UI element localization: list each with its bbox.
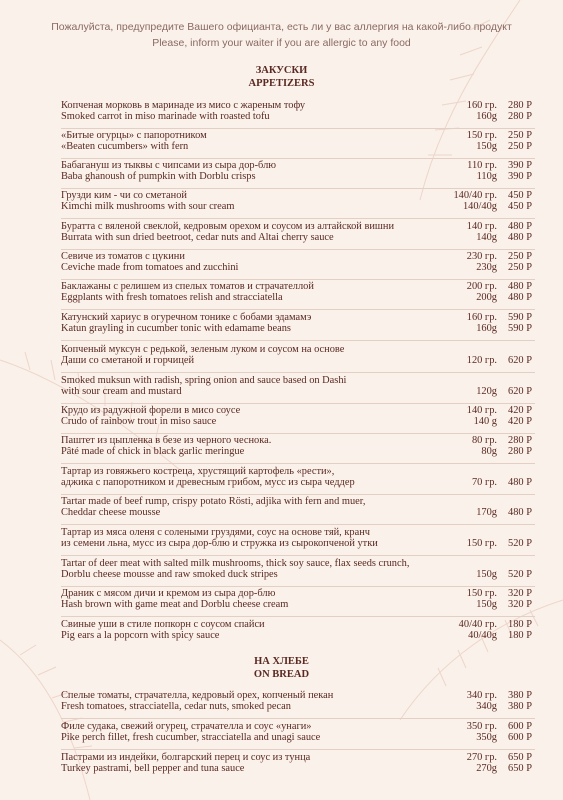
dish-price: 590 Р <box>508 312 532 323</box>
allergy-notice-ru: Пожалуйста, предупредите Вашего официанта, есть ли у вас аллергия на какой-либо продукт <box>51 21 512 33</box>
portion-weight: 160g <box>476 111 497 122</box>
dish-price: 480 Р <box>508 221 532 232</box>
dish-name: Пастрами из индейки, болгарский перец и соус из тунца <box>61 752 311 763</box>
dish-name: Smoked muksun with radish, spring onion and sauce based on Dashi <box>61 375 347 386</box>
portion-weight: 140 гр. <box>466 221 497 232</box>
dish-price: 280 Р <box>508 100 532 111</box>
menu-item-line <box>61 141 535 152</box>
item-divider <box>61 218 535 219</box>
portion-weight: 120 гр. <box>466 355 497 366</box>
menu-item-line <box>61 232 535 243</box>
menu-item-line <box>61 435 535 446</box>
dish-name: Burrata with sun dried beetroot, cedar nuts and Altai cherry sauce <box>61 232 334 243</box>
menu-item-line <box>61 763 535 774</box>
item-divider <box>61 616 535 617</box>
item-divider <box>61 279 535 280</box>
dish-name: Pâté made of chick in black garlic meringue <box>61 446 245 457</box>
dish-name: Катунский хариус в огуречном тонике с бобами эдамамэ <box>61 312 312 323</box>
portion-weight: 270g <box>476 763 497 774</box>
portion-weight: 170g <box>476 507 497 518</box>
dish-price: 250 Р <box>508 130 532 141</box>
dish-name: Баклажаны с релишем из спелых томатов и страчателлой <box>61 281 314 292</box>
menu-item <box>61 344 535 366</box>
portion-weight: 80g <box>481 446 497 457</box>
dish-name: Kimchi milk mushrooms with sour cream <box>61 201 235 212</box>
item-divider <box>61 524 535 525</box>
menu-item <box>61 375 535 397</box>
dish-name: «Beaten cucumbers» with fern <box>61 141 189 152</box>
menu-item-line <box>61 221 535 232</box>
dish-name: Eggplants with fresh tomatoes relish and stracciatella <box>61 292 283 303</box>
item-divider <box>61 433 535 434</box>
dish-price: 620 Р <box>508 386 532 397</box>
allergy-notice-en: Please, inform your waiter if you are allergic to any food <box>152 37 411 49</box>
dish-price: 480 Р <box>508 281 532 292</box>
item-divider <box>61 494 535 495</box>
dish-name: Драник с мясом дичи и кремом из сыра дор-блю <box>61 588 276 599</box>
portion-weight: 110 гр. <box>467 160 497 171</box>
dish-price: 420 Р <box>508 416 532 427</box>
dish-price: 180 Р <box>508 619 532 630</box>
dish-name: Tartar made of beef rump, crispy potato Rösti, adjika with fern and muer, <box>61 496 366 507</box>
menu-item-line <box>61 752 535 763</box>
dish-name: Cheddar cheese mousse <box>61 507 161 518</box>
menu-item-line <box>61 569 535 580</box>
item-divider <box>61 340 535 341</box>
section-title <box>0 655 563 681</box>
dish-price: 320 Р <box>508 588 532 599</box>
portion-weight: 200g <box>476 292 497 303</box>
dish-price: 650 Р <box>508 763 532 774</box>
item-divider <box>61 372 535 373</box>
menu-item <box>61 190 535 212</box>
dish-price: 380 Р <box>508 690 532 701</box>
dish-name: Даши со сметаной и горчицей <box>61 355 195 366</box>
menu-item-line <box>61 100 535 111</box>
dish-name: Спелые томаты, страчателла, кедровый орех, копченый пекан <box>61 690 334 701</box>
item-divider <box>61 555 535 556</box>
menu-item-line <box>61 312 535 323</box>
dish-price: 480 Р <box>508 292 532 303</box>
menu-item <box>61 405 535 427</box>
menu-item <box>61 312 535 334</box>
portion-weight: 150g <box>476 569 497 580</box>
dish-name: Паштет из цыпленка в безе из черного чеснока. <box>61 435 272 446</box>
portion-weight: 150 гр. <box>466 538 497 549</box>
dish-price: 250 Р <box>508 141 532 152</box>
menu-item-line <box>61 281 535 292</box>
menu-item-line <box>61 538 535 549</box>
dish-name: Тартар из говяжьего костреца, хрустящий картофель «рести», <box>61 466 335 477</box>
menu-item-line <box>61 344 535 355</box>
dish-price: 250 Р <box>508 251 532 262</box>
menu-item <box>61 588 535 610</box>
item-divider <box>61 749 535 750</box>
portion-weight: 270 гр. <box>466 752 497 763</box>
portion-weight: 140/40g <box>462 201 497 212</box>
dish-price: 320 Р <box>508 599 532 610</box>
dish-price: 590 Р <box>508 323 532 334</box>
dish-name: Katun grayling in cucumber tonic with edamame beans <box>61 323 291 334</box>
portion-weight: 70 гр. <box>471 477 497 488</box>
menu-item-line <box>61 527 535 538</box>
menu-item <box>61 130 535 152</box>
dish-name: Свиные уши в стиле попкорн с соусом спайси <box>61 619 265 630</box>
dish-name: with sour cream and mustard <box>61 386 182 397</box>
menu-item-line <box>61 701 535 712</box>
dish-name: «Битые огурцы» с папоротником <box>61 130 207 141</box>
item-divider <box>61 128 535 129</box>
portion-weight: 40/40 гр. <box>458 619 497 630</box>
portion-weight: 340 гр. <box>466 690 497 701</box>
dish-price: 480 Р <box>508 507 532 518</box>
dish-price: 620 Р <box>508 355 532 366</box>
dish-price: 280 Р <box>508 435 532 446</box>
portion-weight: 230 гр. <box>466 251 497 262</box>
menu-item <box>61 496 535 518</box>
menu-item <box>61 435 535 457</box>
menu-item-line <box>61 262 535 273</box>
portion-weight: 160 гр. <box>466 312 497 323</box>
portion-weight: 120g <box>476 386 497 397</box>
menu-item <box>61 752 535 774</box>
dish-price: 390 Р <box>508 160 532 171</box>
item-divider <box>61 309 535 310</box>
dish-name: Fresh tomatoes, stracciatella, cedar nuts, smoked pecan <box>61 701 291 712</box>
dish-price: 380 Р <box>508 701 532 712</box>
menu-item-line <box>61 386 535 397</box>
menu-item-line <box>61 466 535 477</box>
dish-name: Pig ears a la popcorn with spicy sauce <box>61 630 220 641</box>
allergy-notice <box>0 19 563 51</box>
portion-weight: 110g <box>476 171 497 182</box>
menu-item-line <box>61 507 535 518</box>
portion-weight: 140g <box>476 232 497 243</box>
portion-weight: 40/40g <box>468 630 497 641</box>
menu-item-line <box>61 292 535 303</box>
dish-price: 280 Р <box>508 446 532 457</box>
menu-item <box>61 466 535 488</box>
menu-item-line <box>61 201 535 212</box>
portion-weight: 200 гр. <box>466 281 497 292</box>
menu-item-line <box>61 190 535 201</box>
dish-name: Turkey pastrami, bell pepper and tuna sauce <box>61 763 245 774</box>
dish-name: Буратта с вяленой свеклой, кедровым орехом и соусом из алтайской вишни <box>61 221 395 232</box>
item-divider <box>61 158 535 159</box>
section-title-en: APPETIZERS <box>248 78 315 89</box>
dish-price: 520 Р <box>508 569 532 580</box>
menu-item-line <box>61 477 535 488</box>
portion-weight: 340g <box>476 701 497 712</box>
dish-name: Грузди ким - чи со сметаной <box>61 190 187 201</box>
dish-price: 250 Р <box>508 262 532 273</box>
portion-weight: 230g <box>476 262 497 273</box>
menu-item-line <box>61 111 535 122</box>
menu-item-line <box>61 405 535 416</box>
dish-price: 520 Р <box>508 538 532 549</box>
dish-name: Baba ghanoush of pumpkin with Dorblu crisps <box>61 171 256 182</box>
menu-item-line <box>61 130 535 141</box>
section-title-ru: ЗАКУСКИ <box>255 65 308 76</box>
item-divider <box>61 403 535 404</box>
menu-item <box>61 721 535 743</box>
menu-item-line <box>61 160 535 171</box>
item-divider <box>61 463 535 464</box>
dish-price: 650 Р <box>508 752 532 763</box>
dish-name: Dorblu cheese mousse and raw smoked duck stripes <box>61 569 278 580</box>
dish-price: 390 Р <box>508 171 532 182</box>
item-divider <box>61 586 535 587</box>
menu-item <box>61 100 535 122</box>
dish-name: Ceviche made from tomatoes and zucchini <box>61 262 239 273</box>
dish-name: Севиче из томатов с цукини <box>61 251 185 262</box>
section-title <box>0 64 563 90</box>
menu-item <box>61 221 535 243</box>
dish-price: 420 Р <box>508 405 532 416</box>
dish-price: 600 Р <box>508 732 532 743</box>
item-divider <box>61 188 535 189</box>
menu-item-line <box>61 588 535 599</box>
menu-item <box>61 619 535 641</box>
menu-item <box>61 690 535 712</box>
portion-weight: 150 гр. <box>466 130 497 141</box>
menu-item-line <box>61 558 535 569</box>
dish-price: 600 Р <box>508 721 532 732</box>
menu-item-line <box>61 599 535 610</box>
menu-item-line <box>61 171 535 182</box>
portion-weight: 150g <box>476 599 497 610</box>
section-title-ru: НА ХЛЕБЕ <box>254 656 309 667</box>
portion-weight: 160g <box>476 323 497 334</box>
menu-item-line <box>61 251 535 262</box>
menu-item-line <box>61 416 535 427</box>
dish-name: Тартар из мяса оленя с солеными груздями, соус на основе тяй, кранч <box>61 527 371 538</box>
menu-item <box>61 251 535 273</box>
portion-weight: 160 гр. <box>466 100 497 111</box>
dish-name: Бабагануш из тыквы с чипсами из сыра дор-блю <box>61 160 277 171</box>
menu-item <box>61 527 535 549</box>
menu-item-line <box>61 323 535 334</box>
portion-weight: 140 гр. <box>466 405 497 416</box>
portion-weight: 140/40 гр. <box>453 190 497 201</box>
dish-price: 450 Р <box>508 201 532 212</box>
dish-price: 480 Р <box>508 232 532 243</box>
menu-item <box>61 160 535 182</box>
menu-item-line <box>61 690 535 701</box>
dish-name: Филе судака, свежий огурец, страчателла и соус «унаги» <box>61 721 312 732</box>
dish-price: 450 Р <box>508 190 532 201</box>
dish-price: 280 Р <box>508 111 532 122</box>
menu-item-line <box>61 732 535 743</box>
menu-item-line <box>61 355 535 366</box>
portion-weight: 150 гр. <box>466 588 497 599</box>
menu-item-line <box>61 375 535 386</box>
menu-item-line <box>61 619 535 630</box>
item-divider <box>61 249 535 250</box>
dish-name: Hash brown with game meat and Dorblu cheese cream <box>61 599 289 610</box>
portion-weight: 140 g <box>473 416 497 427</box>
dish-name: Smoked carrot in miso marinade with roasted tofu <box>61 111 270 122</box>
portion-weight: 150g <box>476 141 497 152</box>
portion-weight: 350g <box>476 732 497 743</box>
dish-price: 180 Р <box>508 630 532 641</box>
dish-name: Crudo of rainbow trout in miso sauce <box>61 416 217 427</box>
portion-weight: 80 гр. <box>471 435 497 446</box>
dish-name: Копченая морковь в маринаде из мисо с жареным тофу <box>61 100 306 111</box>
menu-item-line <box>61 630 535 641</box>
dish-name: аджика с папоротником и древесным грибом, мусс из сыра чеддер <box>61 477 355 488</box>
section-title-en: ON BREAD <box>253 669 310 680</box>
portion-weight: 350 гр. <box>466 721 497 732</box>
dish-price: 480 Р <box>508 477 532 488</box>
menu-item-line <box>61 446 535 457</box>
dish-name: Tartar of deer meat with salted milk mushrooms, thick soy sauce, flax seeds crunch, <box>61 558 410 569</box>
dish-name: Крудо из радужной форели в мисо соусе <box>61 405 241 416</box>
menu-item-line <box>61 496 535 507</box>
menu-item <box>61 558 535 580</box>
dish-name: Pike perch fillet, fresh cucumber, stracciatella and unagi sauce <box>61 732 321 743</box>
item-divider <box>61 718 535 719</box>
menu-item <box>61 281 535 303</box>
menu-item-line <box>61 721 535 732</box>
dish-name: Копченый муксун с редькой, зеленым луком и соусом на основе <box>61 344 345 355</box>
dish-name: из семени льна, мусс из сыра дор-блю и стружка из сырокопченой утки <box>61 538 378 549</box>
